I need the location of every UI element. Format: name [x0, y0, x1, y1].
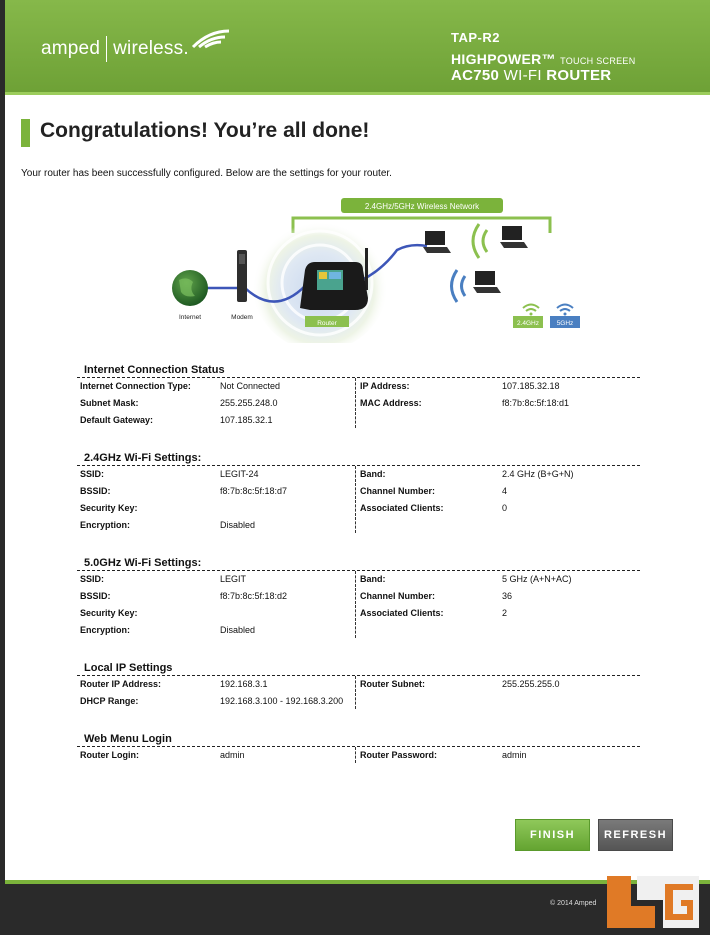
- main-content: [5, 95, 710, 880]
- setting-value: LEGIT: [220, 574, 247, 584]
- section-title: 2.4GHz Wi-Fi Settings:: [77, 452, 640, 466]
- section-title: Web Menu Login: [77, 733, 640, 747]
- column-divider: [355, 412, 356, 428]
- setting-value: 4: [502, 486, 508, 496]
- setting-value: 2: [502, 608, 508, 618]
- refresh-button[interactable]: REFRESH: [598, 819, 673, 851]
- setting-label: Encryption:: [80, 625, 131, 635]
- setting-value: 2.4 GHz (B+G+N): [502, 469, 574, 479]
- settings-row: [77, 588, 640, 605]
- column-divider: [355, 500, 356, 516]
- setting-value: f8:7b:8c:5f:18:d7: [220, 486, 288, 496]
- setting-label: SSID:: [80, 574, 105, 584]
- setting-value: 107.185.32.18: [502, 381, 560, 391]
- setting-value: 255.255.255.0: [502, 679, 560, 689]
- setting-label: BSSID:: [80, 486, 111, 496]
- footer: [5, 884, 710, 935]
- laptop-icon: [500, 226, 528, 248]
- column-divider: [355, 378, 356, 394]
- logo-text-right: wireless.: [113, 38, 189, 60]
- setting-label: MAC Address:: [360, 398, 422, 408]
- wifi-arc: [483, 230, 487, 252]
- router-label: Router: [317, 320, 337, 327]
- model-line2-big: AC750: [451, 67, 500, 84]
- setting-label: Associated Clients:: [360, 608, 444, 618]
- settings-row: [77, 395, 640, 412]
- column-divider: [355, 466, 356, 482]
- section-title: 5.0GHz Wi-Fi Settings:: [77, 557, 640, 571]
- settings-row: [77, 412, 640, 429]
- settings-row: [77, 517, 640, 534]
- setting-value: Disabled: [220, 625, 256, 635]
- settings-row: [77, 747, 640, 764]
- section-rows: [77, 466, 640, 534]
- setting-value: admin: [502, 750, 527, 760]
- setting-label: Channel Number:: [360, 591, 436, 601]
- setting-label: IP Address:: [360, 381, 410, 391]
- settings-row: [77, 378, 640, 395]
- logo-text-left: amped: [41, 38, 101, 60]
- setting-value: 192.168.3.1: [220, 679, 268, 689]
- setting-label: Router Subnet:: [360, 679, 425, 689]
- setting-label: Security Key:: [80, 503, 138, 513]
- band-24-label: 2.4GHz: [516, 320, 540, 327]
- section-title: Local IP Settings: [77, 662, 640, 676]
- setting-value: 107.185.32.1: [220, 415, 273, 425]
- wifi-5-icon: [557, 305, 573, 316]
- wifi5-section: [77, 557, 640, 639]
- column-divider: [355, 605, 356, 621]
- setting-value: 36: [502, 591, 513, 601]
- setting-value: Not Connected: [220, 381, 281, 391]
- setting-label: Band:: [360, 574, 386, 584]
- network-label: 2.4GHz/5GHz Wireless Network: [364, 202, 480, 211]
- column-divider: [355, 483, 356, 499]
- setting-label: BSSID:: [80, 591, 111, 601]
- header-banner: [5, 0, 710, 92]
- column-divider: [355, 588, 356, 604]
- setting-label: Band:: [360, 469, 386, 479]
- model-code: TAP-R2: [451, 30, 500, 45]
- settings-row: [77, 693, 640, 710]
- section-rows: [77, 378, 640, 429]
- internet-label: Internet: [178, 314, 202, 321]
- setting-label: Router Password:: [360, 750, 438, 760]
- product-model: TAP-R2 HIGHPOWER™ TOUCH SCREEN AC750 WI-FI ROUTER: [451, 30, 636, 84]
- copyright-text: © 2014 Amped: [550, 900, 597, 907]
- settings-row: [77, 483, 640, 500]
- column-divider: [355, 676, 356, 692]
- setting-label: Security Key:: [80, 608, 138, 618]
- finish-button[interactable]: FINISH: [515, 819, 590, 851]
- setting-value: admin: [220, 750, 245, 760]
- setting-label: Channel Number:: [360, 486, 436, 496]
- brand-logo[interactable]: [41, 36, 189, 62]
- setting-label: Subnet Mask:: [80, 398, 139, 408]
- column-divider: [355, 747, 356, 763]
- setting-label: Router Login:: [80, 750, 139, 760]
- settings-row: [77, 605, 640, 622]
- setting-value: f8:7b:8c:5f:18:d2: [220, 591, 288, 601]
- setting-value: 255.255.248.0: [220, 398, 278, 408]
- settings-row: [77, 676, 640, 693]
- page-title: Congratulations! You’re all done!: [40, 119, 370, 142]
- setting-label: SSID:: [80, 469, 105, 479]
- wireless-swoosh-icon: [191, 27, 231, 49]
- watermark-logo-icon: [603, 876, 703, 928]
- setting-label: Internet Connection Type:: [80, 381, 191, 391]
- settings-row: [77, 571, 640, 588]
- setting-value: f8:7b:8c:5f:18:d1: [502, 398, 570, 408]
- setting-label: Router IP Address:: [80, 679, 162, 689]
- column-divider: [355, 571, 356, 587]
- modem-label: Modem: [231, 314, 253, 321]
- settings-row: [77, 466, 640, 483]
- web-login-section: [77, 733, 640, 764]
- model-line2-thin: WI-FI: [503, 67, 542, 84]
- column-divider: [355, 693, 356, 709]
- title-accent-bar: [21, 119, 30, 147]
- column-divider: [355, 622, 356, 638]
- laptop-icon: [423, 231, 451, 253]
- laptop-icon: [473, 271, 501, 293]
- router-antenna: [365, 248, 368, 290]
- wifi24-section: [77, 452, 640, 534]
- setting-value: LEGIT-24: [220, 469, 259, 479]
- settings-row: [77, 622, 640, 639]
- section-rows: [77, 571, 640, 639]
- column-divider: [355, 517, 356, 533]
- band-5-label: 5GHz: [556, 320, 574, 327]
- setting-label: Encryption:: [80, 520, 131, 530]
- setting-value: 5 GHz (A+N+AC): [502, 574, 572, 584]
- section-rows: [77, 747, 640, 764]
- section-rows: [77, 676, 640, 710]
- setting-value: 0: [502, 503, 508, 513]
- internet-status-section: [77, 364, 640, 429]
- wifi-arc: [462, 276, 466, 296]
- column-divider: [355, 395, 356, 411]
- network-diagram: [165, 198, 585, 343]
- setting-label: DHCP Range:: [80, 696, 139, 706]
- setting-value: 192.168.3.100 - 192.168.3.200: [220, 696, 344, 706]
- settings-row: [77, 500, 640, 517]
- setting-label: Default Gateway:: [80, 415, 154, 425]
- model-line1-small: TOUCH SCREEN: [560, 56, 636, 66]
- section-title: Internet Connection Status: [77, 364, 640, 378]
- wifi-24-icon: [523, 305, 539, 316]
- setting-value: Disabled: [220, 520, 256, 530]
- local-ip-section: [77, 662, 640, 710]
- model-line2-end: ROUTER: [546, 67, 612, 84]
- intro-text: Your router has been successfully configured. Below are the settings for your router.: [21, 168, 392, 179]
- model-line1-big: HIGHPOWER: [451, 51, 542, 67]
- setting-label: Associated Clients:: [360, 503, 444, 513]
